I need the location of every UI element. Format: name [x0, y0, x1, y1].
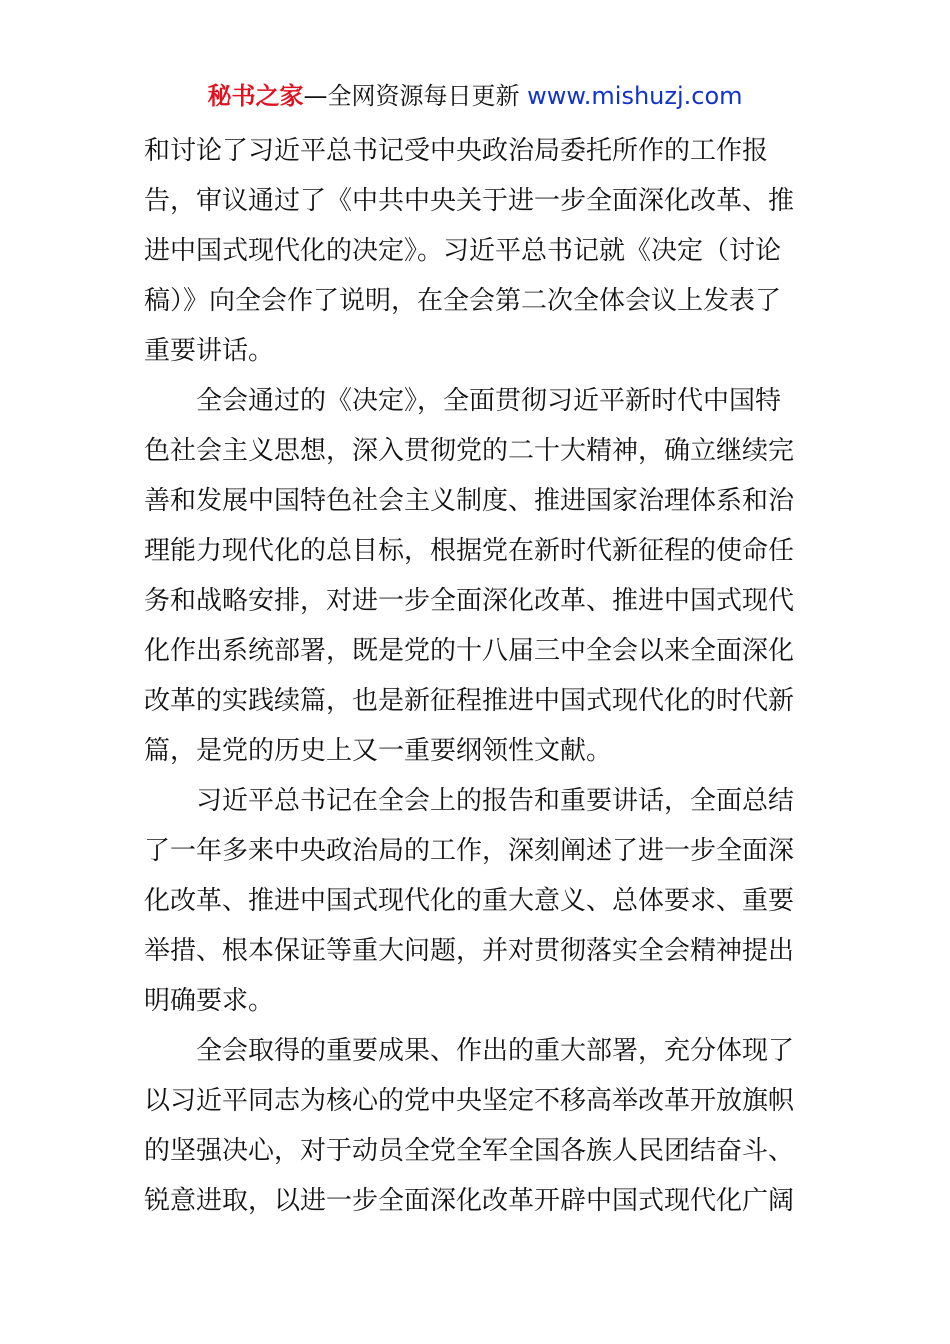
text-line: 告，审议通过了《中共中央关于进一步全面深化改革、推: [144, 186, 795, 216]
text-line: 改革的实践续篇，也是新征程推进中国式现代化的时代新: [144, 686, 795, 716]
text-line: 和讨论了习近平总书记受中央政治局委托所作的工作报: [144, 136, 769, 166]
text-line: 以习近平同志为核心的党中央坚定不移高举改革开放旗帜: [144, 1086, 795, 1116]
text-line: 明确要求。: [144, 986, 275, 1016]
text-line: 务和战略安排，对进一步全面深化改革、推进中国式现代: [144, 586, 795, 616]
text-line: 理能力现代化的总目标，根据党在新时代新征程的使命任: [144, 536, 795, 566]
brand-name: 秘书之家: [207, 82, 304, 110]
text-line: 善和发展中国特色社会主义制度、推进国家治理体系和治: [144, 486, 795, 516]
document-body: [144, 126, 806, 1226]
paragraph-first-line: 全会通过的《决定》，全面贯彻习近平新时代中国特: [196, 386, 782, 416]
paragraph-first-line: 全会取得的重要成果、作出的重大部署，充分体现了: [196, 1036, 795, 1066]
page-header: [0, 80, 950, 112]
text-line: 进中国式现代化的决定》。习近平总书记就《决定（讨论: [144, 236, 782, 266]
text-line: 重要讲话。: [144, 336, 275, 366]
header-tagline: —全网资源每日更新: [303, 82, 528, 110]
paragraph-first-line: 习近平总书记在全会上的报告和重要讲话，全面总结: [196, 786, 795, 816]
text-line: 稿）》向全会作了说明，在全会第二次全体会议上发表了: [144, 286, 782, 316]
text-line: 化作出系统部署，既是党的十八届三中全会以来全面深化: [144, 636, 795, 666]
text-line: 的坚强决心，对于动员全党全军全国各族人民团结奋斗、: [144, 1136, 795, 1166]
site-url[interactable]: www.mishuzj.com: [527, 82, 743, 110]
text-line: 了一年多来中央政治局的工作，深刻阐述了进一步全面深: [144, 836, 795, 866]
text-line: 锐意进取，以进一步全面深化改革开辟中国式现代化广阔: [144, 1186, 795, 1216]
text-line: 篇，是党的历史上又一重要纲领性文献。: [144, 736, 613, 766]
text-line: 色社会主义思想，深入贯彻党的二十大精神，确立继续完: [144, 436, 795, 466]
text-line: 举措、根本保证等重大问题，并对贯彻落实全会精神提出: [144, 936, 795, 966]
text-line: 化改革、推进中国式现代化的重大意义、总体要求、重要: [144, 886, 795, 916]
